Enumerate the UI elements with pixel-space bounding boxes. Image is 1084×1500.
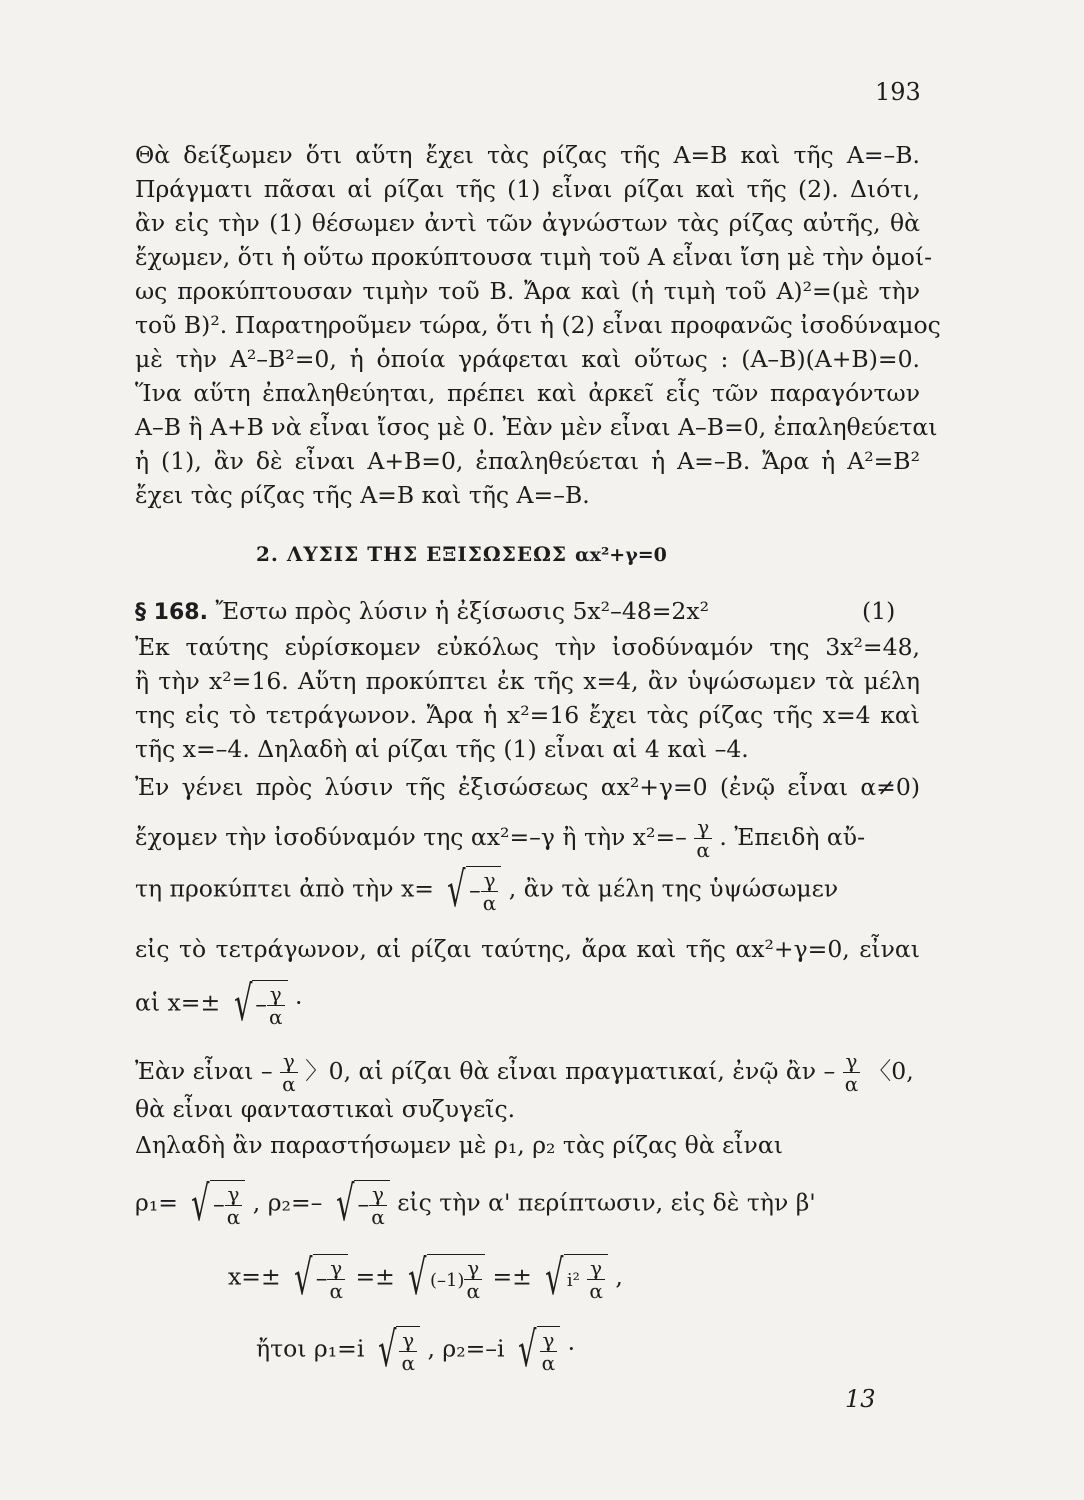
radical (228, 976, 288, 1032)
math-line (135, 1050, 914, 1095)
text-run: εἰς τὴν α' περίπτωσιν, εἰς δὲ τὴν β' (397, 1188, 816, 1217)
numerator: γ (267, 983, 285, 1006)
radicand (564, 1254, 608, 1302)
denominator: α (401, 1351, 415, 1375)
text-run: Ἐὰν εἶναι – (135, 1057, 273, 1085)
text-line: θὰ εἶναι φανταστικαὶ συζυγεῖς. (135, 1095, 516, 1123)
fraction (327, 1257, 345, 1302)
fraction (540, 1329, 558, 1374)
numerator: γ (481, 869, 499, 892)
section-heading (256, 542, 667, 566)
radicand (210, 1180, 245, 1228)
fraction (694, 816, 712, 861)
denominator: α (482, 891, 497, 915)
sqrt-icon: √ (294, 1250, 313, 1306)
denominator: α (226, 1205, 241, 1229)
sqrt-icon: √ (408, 1250, 427, 1306)
text-line: ἔχωμεν, ὅτι ἡ οὕτω προκύπτουσα τιμὴ τοῦ Α εἶναι ἴση μὲ τὴν ὁμοί- (135, 243, 933, 271)
numerator: γ (280, 1050, 298, 1073)
sqrt-icon: √ (447, 862, 466, 918)
fraction (464, 1257, 482, 1302)
numerator: γ (399, 1329, 417, 1352)
text-run: ἔχομεν τὴν ἰσοδύναμόν της αx²=–γ ἢ τὴν x²=– (135, 823, 687, 851)
section-number: § 168. (135, 600, 208, 625)
minus-sign: – (255, 990, 268, 1018)
text-run: =± (355, 1262, 395, 1291)
fraction (225, 1183, 243, 1228)
text-line: Θὰ δείξωμεν ὅτι αὕτη ἔχει τὰς ρίζας τῆς Α=Β καὶ τῆς Α=–Β. (135, 141, 920, 169)
fraction (587, 1257, 605, 1302)
minus-sign: – (213, 1190, 225, 1218)
text-line: Ἵνα αὕτη ἐπαληθεύηται, πρέπει καὶ ἀρκεῖ εἷς τῶν παραγόντων (135, 379, 920, 407)
radicand (537, 1326, 561, 1374)
text-run: · (295, 988, 303, 1017)
text-line: Ἔστω πρὸς λύσιν ἡ ἐξίσωσις 5x²–48=2x² (215, 597, 710, 625)
paragraph-168-label (135, 596, 709, 628)
math-line (135, 1176, 816, 1232)
signature-mark: 13 (845, 1385, 876, 1413)
radical (512, 1322, 560, 1378)
fraction (267, 983, 285, 1028)
denominator: α (329, 1279, 343, 1303)
radical (288, 1250, 348, 1306)
radicand (427, 1254, 485, 1302)
section-heading-text: 2. ΛΥΣΙΣ ΤΗΣ ΕΞΙΣΩΣΕΩΣ (256, 542, 568, 566)
math-line (256, 1322, 576, 1378)
math-line (135, 862, 839, 918)
fraction (399, 1329, 417, 1374)
text-run: =± (492, 1262, 532, 1291)
minus-sign: – (315, 1264, 328, 1292)
denominator: α (269, 1005, 283, 1029)
denominator: α (466, 1279, 480, 1303)
text-run: , (615, 1262, 623, 1291)
text-line: ως προκύπτουσαν τιμὴν τοῦ Β. Ἄρα καὶ (ἡ τιμὴ τοῦ Α)²=(μὲ τὴν (135, 277, 920, 305)
text-line: ἂν εἰς τὴν (1) θέσωμεν ἀντὶ τῶν ἀγνώστων τὰς ρίζας αὐτῆς, θὰ (135, 209, 920, 237)
section-heading-equation: αx²+γ=0 (575, 544, 667, 566)
denominator: α (282, 1072, 296, 1096)
radical (372, 1322, 420, 1378)
text-run: (–1) (429, 1270, 465, 1291)
denominator: α (371, 1205, 385, 1229)
sqrt-icon: √ (377, 1322, 397, 1378)
radical (185, 1176, 245, 1232)
text-run: · (567, 1334, 576, 1363)
text-run: , ρ₂=–i (427, 1334, 505, 1363)
sqrt-icon: √ (233, 976, 253, 1032)
minus-sign: – (357, 1190, 370, 1218)
text-line: της εἰς τὸ τετράγωνον. Ἄρα ἡ x²=16 ἔχει τὰς ρίζας τῆς x=4 καὶ (135, 701, 920, 729)
fraction (481, 869, 499, 914)
sqrt-icon: √ (518, 1322, 537, 1378)
text-line: τοῦ Β)². Παρατηροῦμεν τώρα, ὅτι ἡ (2) εἶναι προφανῶς ἰσοδύναμος (135, 311, 941, 339)
radicand (354, 1180, 389, 1228)
text-line: ἢ τὴν x²=16. Αὕτη προκύπτει ἐκ τῆς x=4, ἂν ὑψώσωμεν τὰ μέλη (135, 667, 920, 695)
text-line: Πράγματι πᾶσαι αἱ ρίζαι τῆς (1) εἶναι ρίζαι καὶ τῆς (2). Διότι, (135, 175, 920, 203)
sqrt-icon: √ (191, 1176, 210, 1232)
radical (539, 1250, 608, 1306)
sqrt-icon: √ (545, 1250, 564, 1306)
math-line (135, 816, 865, 861)
math-line (228, 1250, 623, 1306)
fraction (369, 1183, 387, 1228)
numerator: γ (587, 1257, 605, 1280)
text-line: ἔχει τὰς ρίζας τῆς Α=Β καὶ τῆς Α=–Β. (135, 481, 590, 509)
text-run: 〈0, (867, 1057, 914, 1085)
text-line: τῆς x=–4. Δηλαδὴ αἱ ρίζαι τῆς (1) εἶναι αἱ 4 καὶ –4. (135, 735, 749, 763)
text-run: . Ἐπειδὴ αὔ- (719, 823, 866, 851)
text-run: , ρ₂=– (252, 1188, 323, 1217)
numerator: γ (225, 1183, 243, 1206)
text-line: Ἐν γένει πρὸς λύσιν τῆς ἐξισώσεως αx²+γ=0 (ἐνῷ εἶναι α≠0) (135, 773, 920, 801)
numerator: γ (369, 1183, 387, 1206)
minus-sign: – (469, 876, 481, 904)
numerator: γ (843, 1050, 861, 1073)
text-run: x=± (228, 1262, 281, 1291)
text-run: i² (566, 1270, 580, 1291)
text-line: Δηλαδὴ ἂν παραστήσωμεν μὲ ρ₁, ρ₂ τὰς ρίζας θὰ εἶναι (135, 1131, 783, 1159)
math-line (135, 976, 303, 1032)
text-line: Α–Β ἢ Α+Β νὰ εἶναι ἴσος μὲ 0. Ἐὰν μὲν εἶναι Α–Β=0, ἐπαληθεύεται (135, 413, 938, 441)
text-run: , ἂν τὰ μέλη της ὑψώσωμεν (508, 874, 839, 903)
text-run: τη προκύπτει ἀπὸ τὴν x= (135, 874, 434, 903)
text-run: ἤτοι ρ₁=i (256, 1334, 365, 1363)
text-line: εἰς τὸ τετράγωνον, αἱ ρίζαι ταύτης, ἄρα καὶ τῆς αx²+γ=0, εἶναι (135, 935, 920, 963)
radical (330, 1176, 390, 1232)
numerator: γ (540, 1329, 558, 1352)
text-line: ἡ (1), ἂν δὲ εἶναι Α+Β=0, ἐπαληθεύεται ἡ Α=–Β. Ἄρα ἡ Α²=Β² (135, 447, 920, 475)
radicand (396, 1326, 420, 1374)
radical (441, 862, 501, 918)
equation-ref: (1) (862, 597, 896, 625)
denominator: α (541, 1351, 556, 1375)
numerator: γ (327, 1257, 345, 1280)
text-run: ρ₁= (135, 1188, 178, 1217)
denominator: α (696, 838, 710, 862)
text-line: μὲ τὴν Α²–Β²=0, ἡ ὁποία γράφεται καὶ οὕτως : (Α–Β)(Α+Β)=0. (135, 345, 920, 373)
numerator: γ (464, 1257, 482, 1280)
denominator: α (589, 1279, 603, 1303)
radicand (466, 866, 501, 914)
fraction (280, 1050, 298, 1095)
radicand (252, 980, 287, 1028)
denominator: α (844, 1072, 859, 1096)
numerator: γ (694, 816, 712, 839)
fraction (843, 1050, 861, 1095)
radical (402, 1250, 485, 1306)
page-number: 193 (875, 78, 921, 106)
text-run: 〉0, αἱ ρίζαι θὰ εἶναι πραγματικαί, ἐνῷ ἂν – (305, 1057, 836, 1085)
radicand (313, 1254, 348, 1302)
text-line: Ἐκ ταύτης εὑρίσκομεν εὐκόλως τὴν ἰσοδύναμόν της 3x²=48, (135, 633, 920, 661)
sqrt-icon: √ (335, 1176, 355, 1232)
text-run: αἱ x=± (135, 988, 221, 1017)
